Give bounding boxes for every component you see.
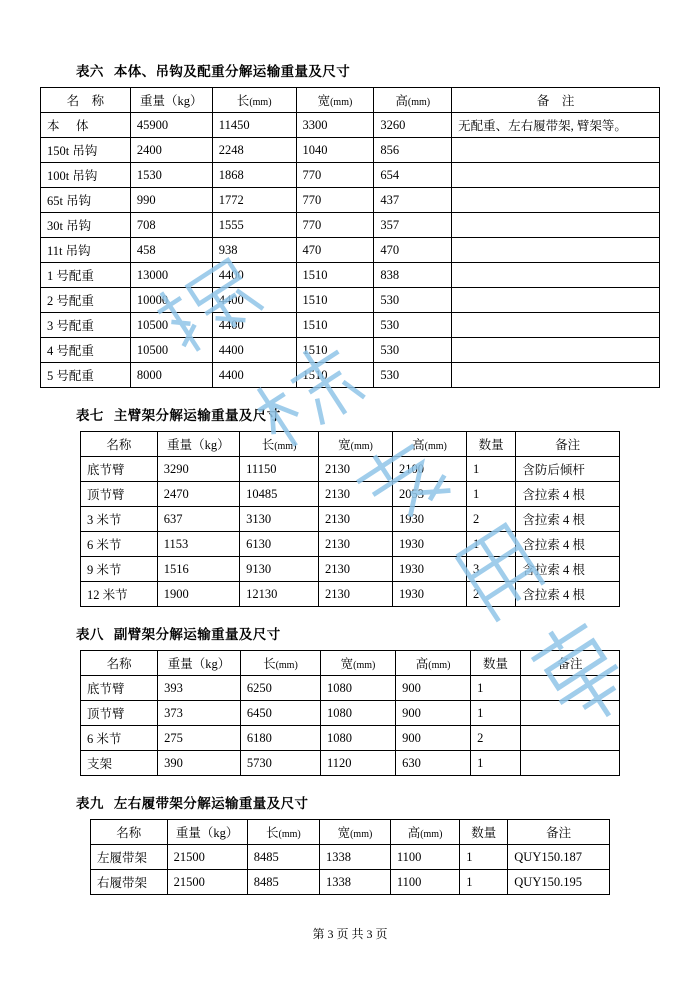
cell-name: 6 米节 <box>81 532 158 557</box>
cell-name: 顶节臂 <box>81 482 158 507</box>
cell-length: 4400 <box>212 288 296 313</box>
cell-height: 654 <box>374 163 452 188</box>
cell-length: 4400 <box>212 338 296 363</box>
col-header-name: 名称 <box>81 651 158 676</box>
col-header-width: 宽(mm) <box>320 820 391 845</box>
cell-height: 530 <box>374 338 452 363</box>
section-heading-table7: 主臂架分解运输重量及尺寸 <box>113 408 281 423</box>
cell-weight: 373 <box>158 701 241 726</box>
cell-name: 9 米节 <box>81 557 158 582</box>
cell-name: 65t 吊钩 <box>41 188 131 213</box>
cell-remark: 含拉索 4 根 <box>516 507 620 532</box>
cell-remark <box>520 701 619 726</box>
cell-name: 3 米节 <box>81 507 158 532</box>
cell-length: 11450 <box>212 113 296 138</box>
cell-name: 顶节臂 <box>81 701 158 726</box>
cell-remark <box>452 238 660 263</box>
cell-name: 底节臂 <box>81 457 158 482</box>
cell-height: 630 <box>396 751 471 776</box>
table-header-row <box>41 88 660 113</box>
cell-weight: 21500 <box>167 845 247 870</box>
cell-quantity: 1 <box>460 870 508 895</box>
col-header-width: 宽(mm) <box>321 651 396 676</box>
cell-name: 150t 吊钩 <box>41 138 131 163</box>
section-number-table6: 表六 <box>76 64 104 79</box>
table-table9 <box>90 819 610 895</box>
cell-weight: 10500 <box>130 313 212 338</box>
cell-length: 12130 <box>240 582 319 607</box>
col-header-remark: 备注 <box>508 820 610 845</box>
cell-name: 1 号配重 <box>41 263 131 288</box>
table-row <box>81 676 620 701</box>
table-row <box>81 582 620 607</box>
cell-weight: 1530 <box>130 163 212 188</box>
cell-weight: 275 <box>158 726 241 751</box>
cell-name: 6 米节 <box>81 726 158 751</box>
cell-width: 1510 <box>296 313 374 338</box>
cell-remark <box>452 338 660 363</box>
cell-quantity: 1 <box>471 676 521 701</box>
cell-height: 2053 <box>392 482 466 507</box>
cell-remark: QUY150.195 <box>508 870 610 895</box>
cell-quantity: 1 <box>471 701 521 726</box>
cell-weight: 45900 <box>130 113 212 138</box>
cell-length: 6250 <box>240 676 320 701</box>
cell-name: 5 号配重 <box>41 363 131 388</box>
cell-quantity: 1 <box>460 845 508 870</box>
cell-width: 2130 <box>319 532 393 557</box>
cell-quantity: 1 <box>471 751 521 776</box>
cell-length: 4400 <box>212 363 296 388</box>
cell-length: 1772 <box>212 188 296 213</box>
cell-quantity: 2 <box>466 507 515 532</box>
cell-quantity: 1 <box>466 482 515 507</box>
cell-weight: 1516 <box>157 557 239 582</box>
table-row <box>91 870 610 895</box>
cell-remark <box>520 726 619 751</box>
table-table6 <box>40 87 660 388</box>
cell-weight: 990 <box>130 188 212 213</box>
cell-remark <box>520 676 619 701</box>
cell-weight: 1153 <box>157 532 239 557</box>
cell-length: 8485 <box>247 870 319 895</box>
cell-height: 530 <box>374 313 452 338</box>
cell-remark <box>452 313 660 338</box>
cell-width: 470 <box>296 238 374 263</box>
cell-height: 357 <box>374 213 452 238</box>
table-row <box>41 238 660 263</box>
table-row <box>41 263 660 288</box>
cell-height: 1100 <box>390 845 459 870</box>
cell-length: 3130 <box>240 507 319 532</box>
cell-height: 838 <box>374 263 452 288</box>
cell-name: 底节臂 <box>81 676 158 701</box>
cell-remark <box>452 263 660 288</box>
cell-quantity: 1 <box>466 532 515 557</box>
cell-length: 6180 <box>240 726 320 751</box>
cell-width: 2130 <box>319 482 393 507</box>
col-header-quantity: 数量 <box>466 432 515 457</box>
cell-height: 856 <box>374 138 452 163</box>
col-header-quantity: 数量 <box>460 820 508 845</box>
cell-quantity: 1 <box>466 457 515 482</box>
table-row <box>41 188 660 213</box>
cell-width: 2130 <box>319 507 393 532</box>
table-row <box>81 701 620 726</box>
col-header-length: 长(mm) <box>212 88 296 113</box>
col-header-width: 宽(mm) <box>319 432 393 457</box>
cell-name: 支架 <box>81 751 158 776</box>
cell-name: 右履带架 <box>91 870 168 895</box>
cell-name: 本 体 <box>41 113 131 138</box>
table-row <box>41 213 660 238</box>
cell-weight: 10500 <box>130 338 212 363</box>
table-row <box>41 138 660 163</box>
cell-width: 1338 <box>320 870 391 895</box>
section-title-table7 <box>76 404 660 424</box>
cell-remark <box>452 163 660 188</box>
cell-weight: 10000 <box>130 288 212 313</box>
cell-weight: 393 <box>158 676 241 701</box>
table-row <box>41 338 660 363</box>
cell-remark <box>452 188 660 213</box>
table-row <box>81 482 620 507</box>
cell-width: 1120 <box>321 751 396 776</box>
section-title-table8 <box>76 623 660 643</box>
table-row <box>41 363 660 388</box>
cell-width: 1510 <box>296 263 374 288</box>
col-header-height: 高(mm) <box>390 820 459 845</box>
col-header-quantity: 数量 <box>471 651 521 676</box>
col-header-remark: 备注 <box>516 432 620 457</box>
cell-width: 770 <box>296 213 374 238</box>
table-table8 <box>80 650 620 776</box>
table-header-row <box>91 820 610 845</box>
col-header-height: 高(mm) <box>374 88 452 113</box>
cell-width: 1040 <box>296 138 374 163</box>
cell-remark: 含拉索 4 根 <box>516 482 620 507</box>
cell-height: 1930 <box>392 582 466 607</box>
cell-length: 2248 <box>212 138 296 163</box>
cell-quantity: 2 <box>466 582 515 607</box>
section-number-table7: 表七 <box>76 408 104 423</box>
col-header-weight: 重量（kg） <box>158 651 241 676</box>
cell-remark: 含拉索 4 根 <box>516 532 620 557</box>
cell-width: 1510 <box>296 338 374 363</box>
cell-length: 11150 <box>240 457 319 482</box>
cell-length: 8485 <box>247 845 319 870</box>
section-number-table9: 表九 <box>76 796 104 811</box>
cell-height: 900 <box>396 701 471 726</box>
section-title-table6 <box>76 60 660 80</box>
cell-remark <box>452 363 660 388</box>
cell-weight: 637 <box>157 507 239 532</box>
cell-width: 2130 <box>319 582 393 607</box>
col-header-height: 高(mm) <box>396 651 471 676</box>
cell-remark: 无配重、左右履带架, 臂架等。 <box>452 113 660 138</box>
cell-height: 1930 <box>392 557 466 582</box>
cell-weight: 21500 <box>167 870 247 895</box>
cell-remark: QUY150.187 <box>508 845 610 870</box>
cell-height: 900 <box>396 676 471 701</box>
col-header-length: 长(mm) <box>240 651 320 676</box>
cell-length: 6450 <box>240 701 320 726</box>
cell-remark <box>520 751 619 776</box>
cell-height: 900 <box>396 726 471 751</box>
col-header-weight: 重量（kg） <box>157 432 239 457</box>
cell-length: 9130 <box>240 557 319 582</box>
cell-remark: 含拉索 4 根 <box>516 557 620 582</box>
table-row <box>81 507 620 532</box>
cell-height: 530 <box>374 288 452 313</box>
cell-name: 11t 吊钩 <box>41 238 131 263</box>
cell-remark: 含防后倾杆 <box>516 457 620 482</box>
cell-length: 6130 <box>240 532 319 557</box>
cell-width: 1338 <box>320 845 391 870</box>
cell-weight: 13000 <box>130 263 212 288</box>
cell-weight: 390 <box>158 751 241 776</box>
cell-remark <box>452 288 660 313</box>
page-footer: 第 3 页 共 3 页 <box>312 927 388 941</box>
section-heading-table9: 左右履带架分解运输重量及尺寸 <box>113 796 309 811</box>
cell-weight: 3290 <box>157 457 239 482</box>
cell-height: 1100 <box>390 870 459 895</box>
cell-width: 3300 <box>296 113 374 138</box>
cell-name: 12 米节 <box>81 582 158 607</box>
cell-weight: 708 <box>130 213 212 238</box>
cell-length: 938 <box>212 238 296 263</box>
cell-remark <box>452 138 660 163</box>
cell-name: 30t 吊钩 <box>41 213 131 238</box>
cell-length: 10485 <box>240 482 319 507</box>
col-header-remark: 备 注 <box>452 88 660 113</box>
cell-weight: 2400 <box>130 138 212 163</box>
cell-width: 770 <box>296 188 374 213</box>
cell-name: 2 号配重 <box>41 288 131 313</box>
table-row <box>41 113 660 138</box>
cell-length: 4400 <box>212 313 296 338</box>
cell-width: 1510 <box>296 288 374 313</box>
col-header-length: 长(mm) <box>247 820 319 845</box>
cell-length: 5730 <box>240 751 320 776</box>
col-header-weight: 重量（kg） <box>167 820 247 845</box>
col-header-weight: 重量（kg） <box>130 88 212 113</box>
cell-width: 1510 <box>296 363 374 388</box>
table-row <box>41 313 660 338</box>
cell-remark: 含拉索 4 根 <box>516 582 620 607</box>
section-number-table8: 表八 <box>76 627 104 642</box>
cell-weight: 458 <box>130 238 212 263</box>
cell-width: 1080 <box>321 701 396 726</box>
section-heading-table8: 副臂架分解运输重量及尺寸 <box>113 627 281 642</box>
col-header-length: 长(mm) <box>240 432 319 457</box>
table-row <box>81 726 620 751</box>
col-header-width: 宽(mm) <box>296 88 374 113</box>
col-header-remark: 备注 <box>520 651 619 676</box>
table-row <box>81 532 620 557</box>
cell-name: 100t 吊钩 <box>41 163 131 188</box>
cell-height: 530 <box>374 363 452 388</box>
col-header-name: 名称 <box>91 820 168 845</box>
cell-height: 470 <box>374 238 452 263</box>
cell-name: 4 号配重 <box>41 338 131 363</box>
table-row <box>41 288 660 313</box>
col-header-name: 名 称 <box>41 88 131 113</box>
section-title-table9 <box>76 792 660 812</box>
table-row <box>81 557 620 582</box>
table-row <box>91 845 610 870</box>
table-header-row <box>81 651 620 676</box>
cell-width: 2130 <box>319 557 393 582</box>
cell-width: 1080 <box>321 676 396 701</box>
cell-height: 1930 <box>392 507 466 532</box>
cell-remark <box>452 213 660 238</box>
table-header-row <box>81 432 620 457</box>
cell-width: 2130 <box>319 457 393 482</box>
table-row <box>41 163 660 188</box>
table-table7 <box>80 431 620 607</box>
cell-length: 1868 <box>212 163 296 188</box>
cell-height: 3260 <box>374 113 452 138</box>
table-row <box>81 751 620 776</box>
cell-width: 1080 <box>321 726 396 751</box>
section-heading-table6: 本体、吊钩及配重分解运输重量及尺寸 <box>113 64 351 79</box>
col-header-name: 名称 <box>81 432 158 457</box>
cell-length: 1555 <box>212 213 296 238</box>
cell-length: 4400 <box>212 263 296 288</box>
cell-quantity: 3 <box>466 557 515 582</box>
table-row <box>81 457 620 482</box>
cell-height: 2100 <box>392 457 466 482</box>
cell-width: 770 <box>296 163 374 188</box>
cell-quantity: 2 <box>471 726 521 751</box>
col-header-height: 高(mm) <box>392 432 466 457</box>
cell-weight: 2470 <box>157 482 239 507</box>
cell-name: 左履带架 <box>91 845 168 870</box>
cell-weight: 1900 <box>157 582 239 607</box>
cell-weight: 8000 <box>130 363 212 388</box>
cell-name: 3 号配重 <box>41 313 131 338</box>
cell-height: 437 <box>374 188 452 213</box>
cell-height: 1930 <box>392 532 466 557</box>
